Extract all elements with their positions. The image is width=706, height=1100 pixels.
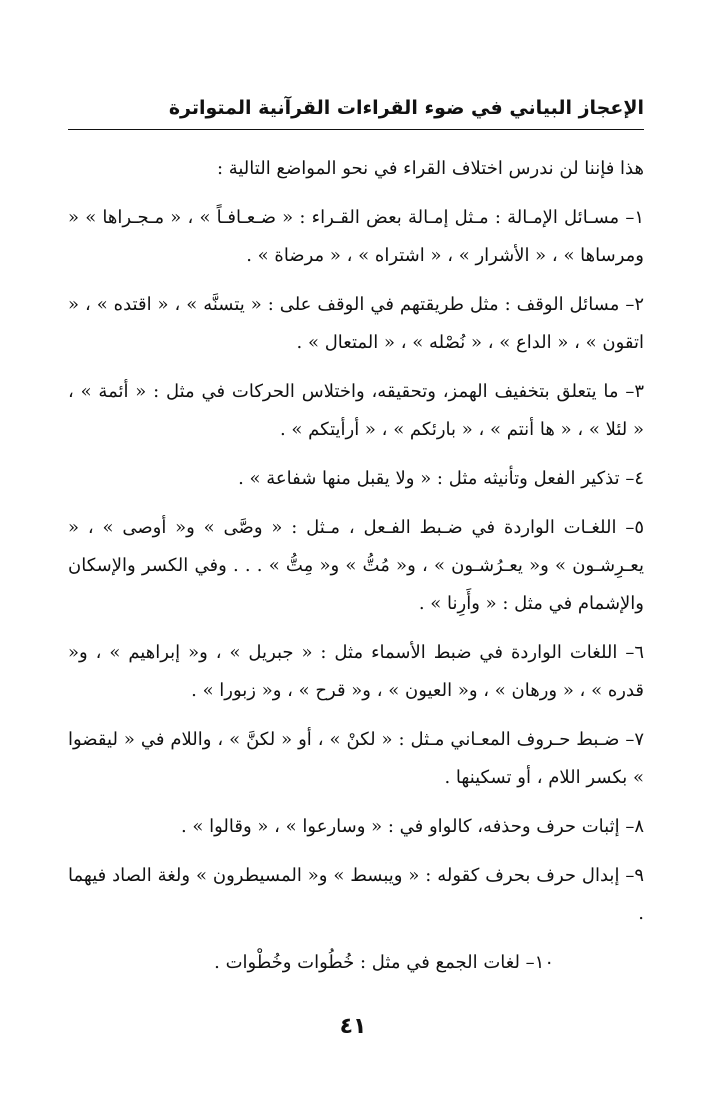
list-item-4: ٤– تذكير الفعل وتأنيثه مثل : « ولا يقبل منها شفاعة » . [238,468,644,489]
list-item-2: ٢– مسائل الوقف : مثل طريقتهم في الوقف على : « يتسنَّه » ، « اقتده » ، « اتقون » ، « الداع » ، « نُصْله » ، « المتعال » . [68,294,644,353]
list-item-8: ٨– إثبات حرف وحذفه، كالواو في : « وسارعوا » ، « وقالوا » . [180,816,644,837]
list-item-10: ١٠– لغات الجمع في مثل : خُطُوات وخُطْوات . [214,952,554,973]
header-rule [68,129,644,130]
list-item-1: ١– مسـائل الإمـالة : مـثل إمـالة بعض القـراء : « ضـعـافـاً » ، « مـجـراها » « ومرساها » ، « الأشرار » ، « اشتراه » ، « مرضاة » . [68,207,644,266]
list-item-9: ٩– إبدال حرف بحرف كقوله : « ويبسط » و« المسيطرون » ولغة الصاد فيهما . [68,865,644,924]
page-number: ٤١ [339,1014,367,1039]
running-head-title: الإعجاز البياني في ضوء القراءات القرآنية المتواترة [168,97,644,119]
intro-paragraph: هذا فإننا لن ندرس اختلاف القراء في نحو المواضع التالية : [216,158,644,179]
list-item-3: ٣– ما يتعلق بتخفيف الهمز، وتحقيقه، واختلاس الحركات في مثل : « أئمة » ، « لئلا » ، « ها أنتم » ، « بارئكم » ، « أرأيتكم » . [68,381,644,440]
list-item-6: ٦– اللغات الواردة في ضبط الأسماء مثل : « جبريل » ، و« إبراهيم » ، و« قدره » ، « ورهان » ، و« العيون » ، و« قرح » ، و« زبورا » . [68,642,644,701]
body-text [68,150,644,993]
list-item-5: ٥– اللغـات الواردة في ضـبط الفـعل ، مـثل : « وصَّى » و« أوصى » ، « يعـرِشـون » و« يعـرُشـون » ، و« مُتُّ » و« مِتُّ » . . . وفي الكسر والإسكان والإشمام في مثل : « وأَرِنا » . [68,517,644,614]
list-item-7: ٧– ضـبط حـروف المعـاني مـثل : « لكنْ » ، أو « لكنَّ » ، واللام في « ليقضوا » بكسر اللام ، أو تسكينها . [68,729,644,788]
